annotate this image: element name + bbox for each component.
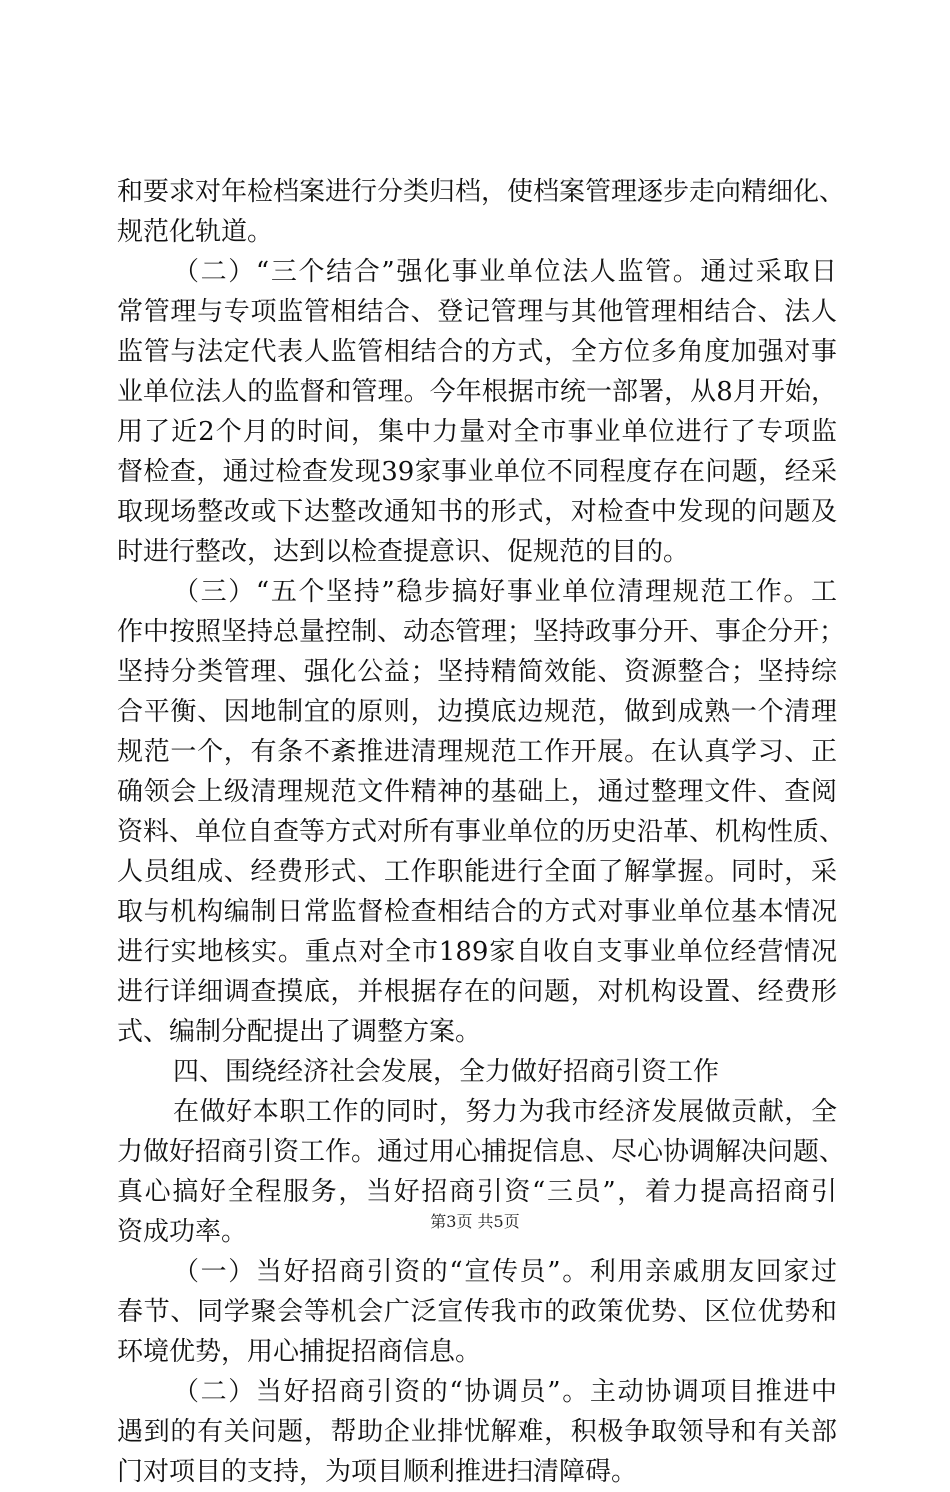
paragraph-first-line: （二）当好招商引资的“协调员”。主动协调项目推进中 [173, 1377, 837, 1407]
text-line: 业单位法人的监督和管理。今年根据市统一部署，从8月开始， [117, 377, 837, 407]
section-heading: 四、围绕经济社会发展，全力做好招商引资工作 [173, 1057, 720, 1087]
paragraph-first-line: （三）“五个坚持”稳步搞好事业单位清理规范工作。工 [173, 577, 837, 607]
text-line: 进行实地核实。重点对全市189家自收自支事业单位经营情况 [117, 937, 837, 967]
text-line: 规范化轨道。 [117, 217, 274, 247]
text-line: 门对项目的支持，为项目顺利推进扫清障碍。 [117, 1457, 638, 1487]
text-line: 坚持分类管理、强化公益；坚持精简效能、资源整合；坚持综 [117, 657, 837, 687]
text-line: 取与机构编制日常监督检查相结合的方式对事业单位基本情况 [117, 897, 837, 927]
text-line: 资料、单位自查等方式对所有事业单位的历史沿革、机构性质、 [117, 817, 846, 847]
text-line: 和要求对年检档案进行分类归档，使档案管理逐步走向精细化、 [117, 177, 846, 207]
text-line: 取现场整改或下达整改通知书的形式，对检查中发现的问题及 [117, 497, 837, 527]
text-line: 遇到的有关问题，帮助企业排忧解难，积极争取领导和有关部 [117, 1417, 837, 1447]
text-line: 规范一个，有条不紊推进清理规范工作开展。在认真学习、正 [117, 737, 837, 767]
paragraph-first-line: （二）“三个结合”强化事业单位法人监管。通过采取日 [173, 257, 837, 287]
paragraph-first-line: 在做好本职工作的同时，努力为我市经济发展做贡献，全 [173, 1097, 837, 1127]
text-line: 进行详细调查摸底，并根据存在的问题，对机构设置、经费形 [117, 977, 837, 1007]
text-line: 监管与法定代表人监管相结合的方式，全方位多角度加强对事 [117, 337, 837, 367]
text-line: 用了近2个月的时间，集中力量对全市事业单位进行了专项监 [117, 417, 837, 447]
text-line: 式、编制分配提出了调整方案。 [117, 1017, 482, 1047]
page-footer [0, 1212, 950, 1232]
text-line: 合平衡、因地制宜的原则，边摸底边规范，做到成熟一个清理 [117, 697, 837, 727]
page-number: 第3页 共5页 [430, 1212, 520, 1231]
text-line: 力做好招商引资工作。通过用心捕捉信息、尽心协调解决问题、 [117, 1137, 846, 1167]
text-line: 春节、同学聚会等机会广泛宣传我市的政策优势、区位优势和 [117, 1297, 837, 1327]
text-line: 时进行整改，达到以检查提意识、促规范的目的。 [117, 537, 690, 567]
document-body [117, 172, 846, 1492]
text-line: 常管理与专项监管相结合、登记管理与其他管理相结合、法人 [117, 297, 837, 327]
text-line: 环境优势，用心捕捉招商信息。 [117, 1337, 482, 1367]
paragraph-first-line: （一）当好招商引资的“宣传员”。利用亲戚朋友回家过 [173, 1257, 837, 1287]
text-line: 资成功率。 [117, 1217, 248, 1247]
text-line: 督检查，通过检查发现39家事业单位不同程度存在问题，经采 [117, 457, 837, 487]
text-line: 作中按照坚持总量控制、动态管理；坚持政事分开、事企分开； [117, 617, 846, 647]
text-line: 真心搞好全程服务，当好招商引资“三员”，着力提高招商引 [117, 1177, 837, 1207]
text-line: 人员组成、经费形式、工作职能进行全面了解掌握。同时，采 [117, 857, 837, 887]
text-line: 确领会上级清理规范文件精神的基础上，通过整理文件、查阅 [117, 777, 837, 807]
